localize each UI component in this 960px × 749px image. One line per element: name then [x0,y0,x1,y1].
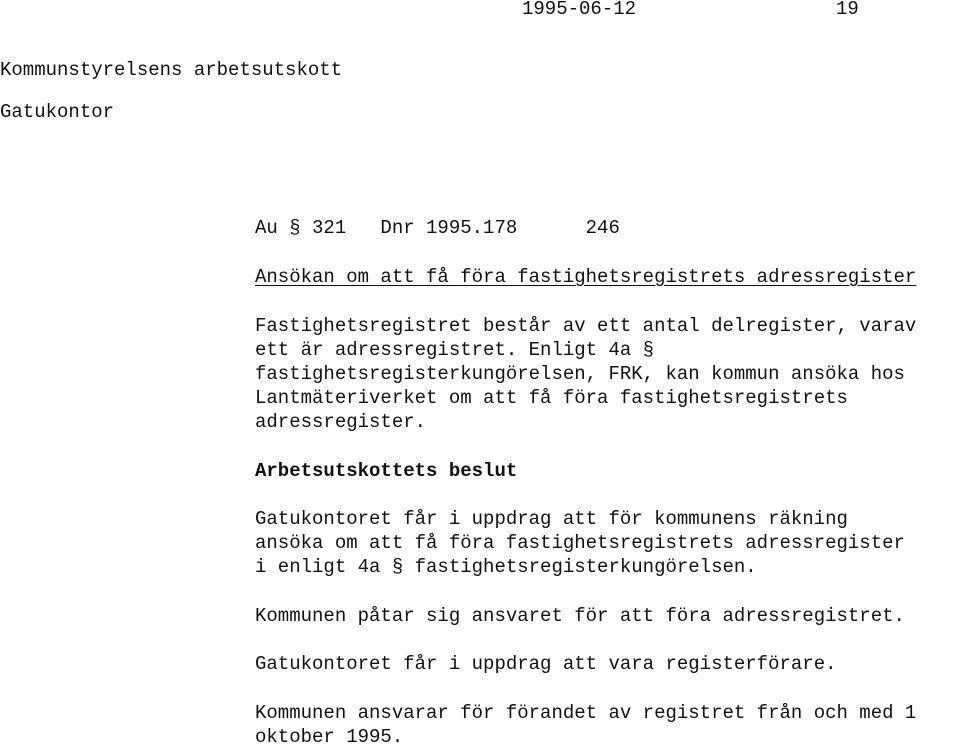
decision-paragraph-2: Kommunen påtar sig ansvaret för att föra adressregistret. [255,605,905,627]
office-name: Gatukontor [0,101,115,123]
intro-line: fastighetsregisterkungörelsen, FRK, kan kommun ansöka hos [255,363,905,385]
decision-line: Gatukontoret får i uppdrag att för kommunens räkning [255,508,848,530]
decision-line: i enligt 4a § fastighetsregisterkungörelsen. [255,556,757,578]
document-date: 1995-06-12 [522,0,637,20]
decision-line: ansöka om att få föra fastighetsregistrets adressregister [255,532,905,554]
intro-line: Fastighetsregistret består av ett antal delregister, varav [255,315,917,337]
case-reference: Au § 321 Dnr 1995.178 246 [255,217,620,239]
decision-line: oktober 1995. [255,726,404,748]
intro-line: Lantmäteriverket om att få föra fastighetsregistrets [255,387,848,409]
intro-line: ett är adressregistret. Enligt 4a § [255,339,655,361]
intro-line: adressregister. [255,411,427,433]
committee-name: Kommunstyrelsens arbetsutskott [0,59,343,81]
case-title: Ansökan om att få föra fastighetsregistrets adressregister [255,266,917,288]
decision-heading: Arbetsutskottets beslut [255,460,518,482]
decision-line: Kommunen ansvarar för förandet av registret från och med 1 [255,702,917,724]
page-number: 19 [836,0,859,20]
decision-paragraph-3: Gatukontoret får i uppdrag att vara registerförare. [255,653,837,675]
